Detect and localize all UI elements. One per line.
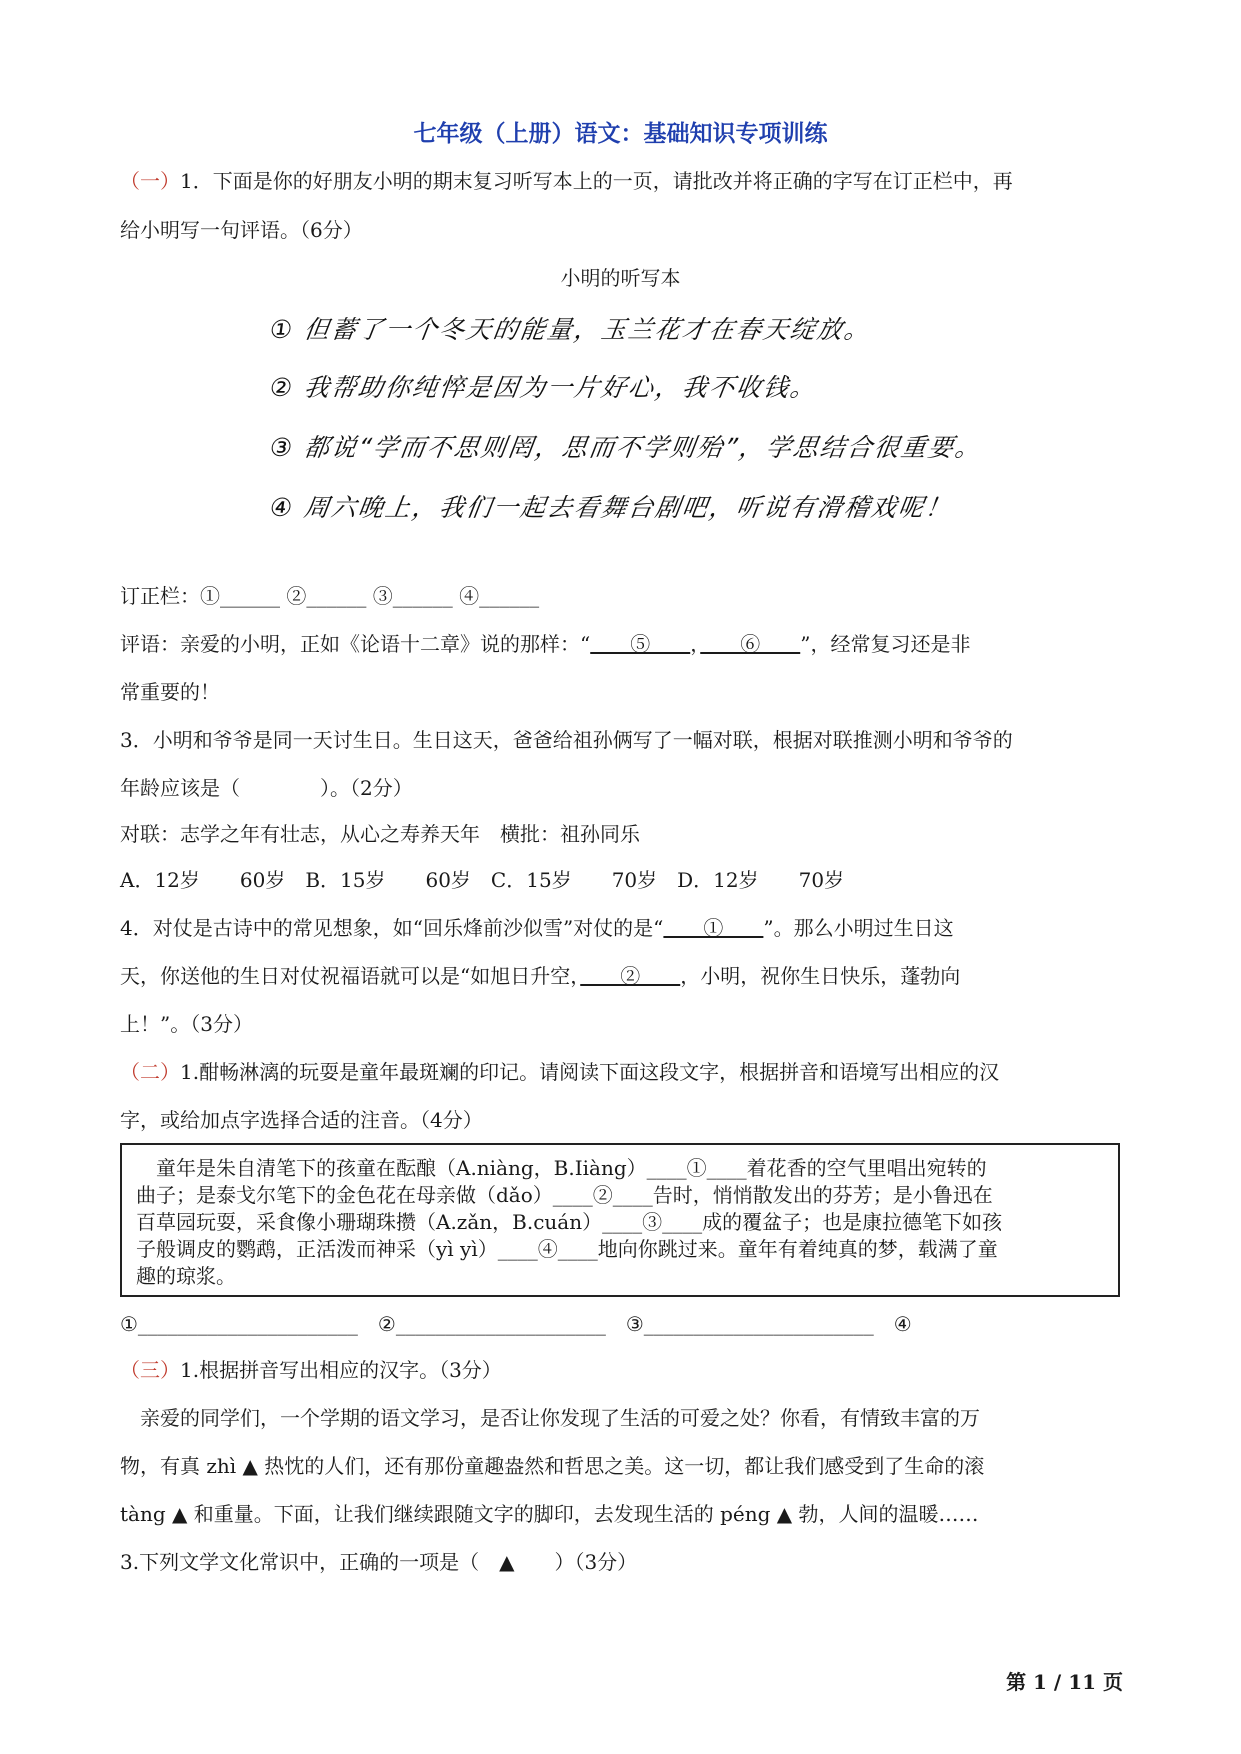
passage-line-4: 子般调皮的鹦鹉，正活泼而神采（yì yì）____④____地向你跳过来。童年有着纯真的梦，载满了童 xyxy=(136,1237,998,1261)
section-tag-1: （一） xyxy=(120,169,180,193)
handwriting-line-1: ① 但蓄了一个冬天的能量，玉兰花才在春天绽放。 xyxy=(267,315,874,344)
s3-line-1: （三）1.根据拼音写出相应的汉字。（3分） xyxy=(120,1358,502,1382)
handwritten-notebook xyxy=(267,302,990,532)
s3-para-line-2: 物，有真 zhì ▲ 热忱的人们，还有那份童趣盎然和哲思之美。这一切，都让我们感受到了生命的滚 xyxy=(120,1454,985,1478)
q1-line-1: （一）1．下面是你的好朋友小明的期末复习听写本上的一页，请批改并将正确的字写在订正栏中，再 xyxy=(120,169,1013,193)
q4-line-2: 天，你送他的生日对仗祝福语就可以是“如旭日升空， ② ，小明，祝你生日快乐，蓬勃向 xyxy=(120,964,961,988)
q4-blank-1: ① xyxy=(663,916,764,940)
correction-row: 订正栏：①______ ②______ ③______ ④______ xyxy=(120,584,540,608)
notebook-title: 小明的听写本 xyxy=(560,266,681,290)
handwriting-line-3: ③ 都说“学而不思则罔，思而不学则殆”，学思结合很重要。 xyxy=(267,433,985,462)
s2-line-2: 字，或给加点字选择合适的注音。（4分） xyxy=(120,1108,483,1132)
page-title: 七年级（上册）语文：基础知识专项训练 xyxy=(413,120,828,147)
q1-line-2: 给小明写一句评语。（6分） xyxy=(120,218,363,242)
s3-para-line-3: tàng ▲ 和重量。下面，让我们继续跟随文字的脚印，去发现生活的 péng ▲ 勃，人间的温暖…… xyxy=(120,1502,979,1526)
passage-line-2: 曲子；是泰戈尔笔下的金色花在母亲做（dǎo）____②____告时，悄悄散发出的芬芳；是小鲁迅在 xyxy=(136,1183,993,1207)
q3-line-1: 3．小明和爷爷是同一天讨生日。生日这天，爸爸给祖孙俩写了一幅对联，根据对联推测小明和爷爷的 xyxy=(120,728,1013,752)
s3-question-3: 3.下列文学文化常识中，正确的一项是（ ▲ ）（3分） xyxy=(120,1550,638,1574)
handwriting-line-2: ② 我帮助你纯悴是因为一片好心，我不收钱。 xyxy=(267,373,820,402)
section-tag-3: （三） xyxy=(120,1358,180,1382)
blank-5: ⑤ xyxy=(590,632,691,656)
s3-para-line-1: 亲爱的同学们，一个学期的语文学习，是否让你发现了生活的可爱之处？你看，有情致丰富的万 xyxy=(120,1406,980,1430)
passage-line-1: 童年是朱自清笔下的孩童在酝酿（A.niàng，B.Iiàng）____①____着花香的空气里唱出宛转的 xyxy=(136,1156,987,1180)
q4-line-1: 4．对仗是古诗中的常见想象，如“回乐烽前沙似雪”对仗的是“ ① ”。那么小明过生日这 xyxy=(120,916,954,940)
s2-line-1: （二）1.酣畅淋漓的玩耍是童年最斑斓的印记。请阅读下面这段文字，根据拼音和语境写出相应的汉 xyxy=(120,1060,1000,1084)
comment-line-2: 常重要的！ xyxy=(120,680,220,704)
blank-6: ⑥ xyxy=(700,632,801,656)
handwriting-line-4: ④ 周六晚上，我们一起去看舞台剧吧，听说有滑稽戏呢！ xyxy=(267,493,955,522)
s2-answer-line: ①______________________ ②_____________________ ③_______________________ ④ xyxy=(120,1312,912,1336)
reading-passage-box xyxy=(120,1143,1120,1297)
page-number: 第 1 / 11 页 xyxy=(1006,1670,1123,1694)
comment-line-1: 评语：亲爱的小明，正如《论语十二章》说的那样：“ ⑤ ， ⑥ ”，经常复习还是非 xyxy=(120,632,971,656)
passage-line-5: 趣的琼浆。 xyxy=(136,1264,236,1288)
q3-options: A．12岁 60岁 B．15岁 60岁 C．15岁 70岁 D．12岁 70岁 xyxy=(120,868,845,892)
section-tag-2: （二） xyxy=(120,1060,180,1084)
couplet: 对联：志学之年有壮志，从心之寿养天年 横批：祖孙同乐 xyxy=(120,822,640,846)
q4-blank-2: ② xyxy=(580,964,681,988)
q4-line-3: 上！”。（3分） xyxy=(120,1012,253,1036)
passage-line-3: 百草园玩耍，采食像小珊瑚珠攒（A.zǎn，B.cuán）____③____成的覆盆子；也是康拉德笔下如孩 xyxy=(136,1210,1003,1234)
q3-line-2: 年龄应该是（ ）。（2分） xyxy=(120,776,413,800)
